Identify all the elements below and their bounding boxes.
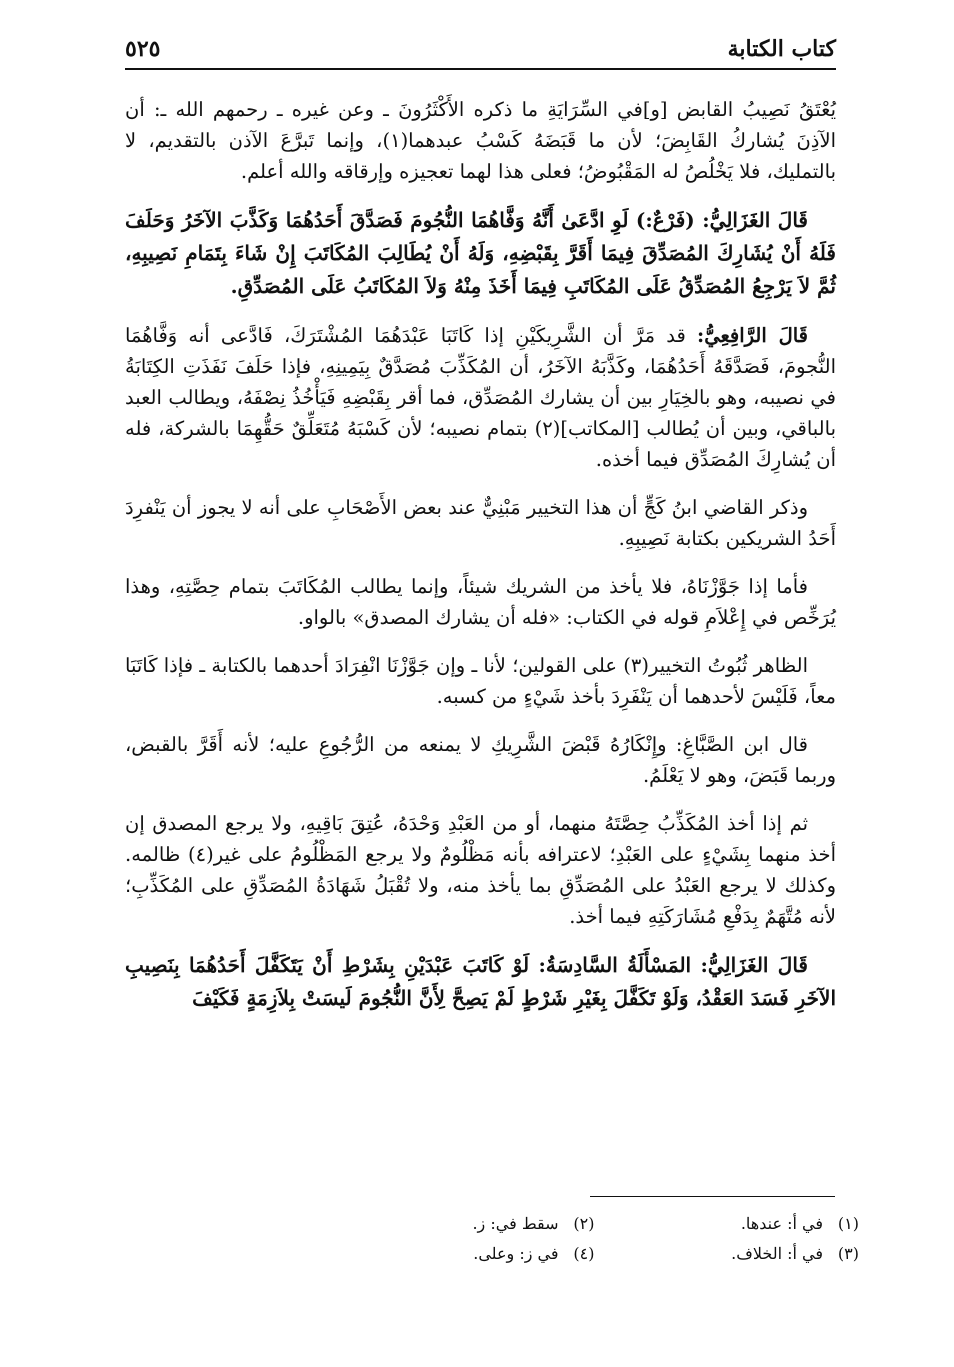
paragraph-5: فأما إذا جَوَّزْنَاهُ، فلا يأخذ من الشريك شيئاً، وإنما يطالب المُكَاتَبَ بتمام حِصَّتِهِ، وهذا يُرَخِّص في إِعْلاَمِ قوله في الكتاب: «فله أن يشارك المصدق» بالواو. — [125, 575, 836, 629]
paragraph-lead: قَالَ الرَّافِعِيُّ: — [697, 324, 808, 347]
footnote-separator — [590, 1196, 835, 1197]
footnote-1: (١)في أ: عندها. — [740, 1213, 859, 1233]
footnote-4: (٤)في ز: وعلى. — [473, 1243, 595, 1263]
paragraph-4: وذكر القاضي ابنُ كَجٍّ أن هذا التخيير مَبْنِيٌّ عند بعض الأَصْحَابِ على أنه لا يجوز أن يَنْفرِدَ أَحَدُ الشريكين بكتابة نَصِيبِهِ. — [125, 496, 836, 550]
paragraph-1: يُعْتَقُ نَصِيبُ القابض [و]في السِّرَايَةِ ما ذكره الأَكْثَرُونَ ـ وعن غيره ـ رحمهم الله ـ: أن الآذِنَ يُشاركُ القَابِضَ؛ لأن ما قَبَضَهُ كَسْبُ عبدهما(١)، وإنما تَبرَّعَ الآذن بالتقديم، لا بالتمليك، فلا يَخْلُصُ له المَقْبُوضُ؛ فعلى هذا لهما تعجيزه وإرقاقه والله أعلم. — [125, 98, 837, 183]
paragraph-9-matn: قَالَ الغَزَالِيُّ: المَسْأَلَةُ السَّادِسَةُ: لَوْ كَاتَبَ عَبْدَيْنِ بِشَرْطِ أَنْ يَتَكَفَّلَ أَحَدُهُمَا بِنَصِيبِ الآخَرِ فَسَدَ العَقْدُ، وَلَوْ تَكَفَّلَ بِغَيْرِ شَرْطٍ لَمْ يَصِحَّ لِأَنَّ النُّجُومَ لَيسَتْ بِلاَزِمَةٍ فَكَيْفَ — [125, 953, 836, 1010]
page-body — [125, 94, 836, 1032]
page-header — [125, 26, 836, 70]
paragraph-8: ثم إذا أخذ المُكَذِّبُ حِصَّتَهُ منهما، أو من العَبْدِ وَحْدَهُ، عُتِقَ بَاقِيهِ، ولا يرجع المصدق إن أخذ منهما بِشَيْءٍ على العَبْدِ؛ لاعترافه بأنه مَظْلُومٌ ولا يرجع المَظْلُومُ على غير(٤) ظالمه. وكذلك لا يرجع العَبْدُ على المُصَدِّقِ بما يأخذ منه، ولا تُقْبَلُ شَهَادَةُ المُصَدِّقِ على المُكَذِّبِ؛ لأنه مُتَّهَمٌ بِدَفْعِ مُشَارَكَتِهِ فيما أخذ. — [125, 812, 836, 928]
footnote-3: (٣)في أ: الخلاف. — [731, 1243, 859, 1263]
footnote-row — [330, 1208, 859, 1238]
footnote-2: (٢)سقط في: ز. — [472, 1213, 595, 1233]
page-number: ٥٢٥ — [125, 36, 161, 62]
paragraph-6: الظاهر ثُبُوتُ التخيير(٣) على القولين؛ لأنا ـ وإن جَوَّزْنَا انْفِرَادَ أحدهما بالكتابة ـ فإذا كَاتَبَا معاً، فَلَيْسَ لأحدهما أن يَنْفَرِدَ بأخذ شَيْءٍ من كسبه. — [125, 654, 836, 708]
footnote-row — [330, 1238, 859, 1268]
paragraph-3: قَالَ الرَّافِعِيُّ: قد مَرَّ أن الشَّرِيكَيْنِ إذا كَاتَبَا عَبْدَهُمَا المُشْتَرَكَ، فَادَّعى أنه وَفَّاهُمَا النُّجومَ، فَصَدَّقَهُ أَحَدُهُمَا، وكَذَّبَهُ الآخَرُ، أن المُكَذِّبَ مُصَدَّقٌ بِيَمِينِهِ، فإذا حَلَفَ نَفَذَتِ الكِتَابَةُ في نصيبه، وهو بالخِيَارِ بين أن يشارك المُصَدِّق، فما أقر بِقَبْضِهِ فَيَأْخُذُ نِصْفَهُ، ويطالب العبد بالباقي، وبين أن يُطالب [المكاتب](٢) بتمام نصيبه؛ لأن كَسْبَهُ مُتَعَلِّقٌ حَقُّهِمَا بالشركة، فله أن يُشارِكَ المُصَدِّق فيما أخذه. — [125, 324, 836, 471]
footnotes — [330, 1208, 859, 1268]
paragraph-7: قال ابن الصَّبَّاغِ: وإِنْكَارُهُ قَبْضَ الشَّرِيكِ لا يمنعه من الرُّجُوعِ عليه؛ لأنه أَقَرَّ بالقبض، وربما قَبَضَ، وهو لا يَعْلَمُ. — [125, 733, 836, 787]
paragraph-2-matn: قَالَ الغَزَالِيُّ: (فَرْعٌ:) لَوِ ادَّعَىٰ أَنَّهُ وَفَّاهُمَا النُّجُومَ فَصَدَّقَ أَحَدُهُمَا وَكَذَّبَ الآخَرُ وَحَلَفَ فَلَهُ أَنْ يُشَارِكَ المُصَدِّقَ فِيمَا أَقَرَّ بِقَبْضِهِ، وَلَهُ أَنْ يُطَالِبَ المُكَاتَبَ إِنْ شَاءَ بِتَمَامِ نَصِيبِهِ، ثُمَّ لاَ يَرْجِعُ المُصَدِّقُ عَلَى المُكَاتَبِ فِيمَا أَخَذَ مِنْهُ وَلاَ المُكَاتَبُ عَلَى المُصَدِّقِ. — [125, 208, 836, 298]
running-title: كتاب الكتابة — [727, 36, 836, 62]
